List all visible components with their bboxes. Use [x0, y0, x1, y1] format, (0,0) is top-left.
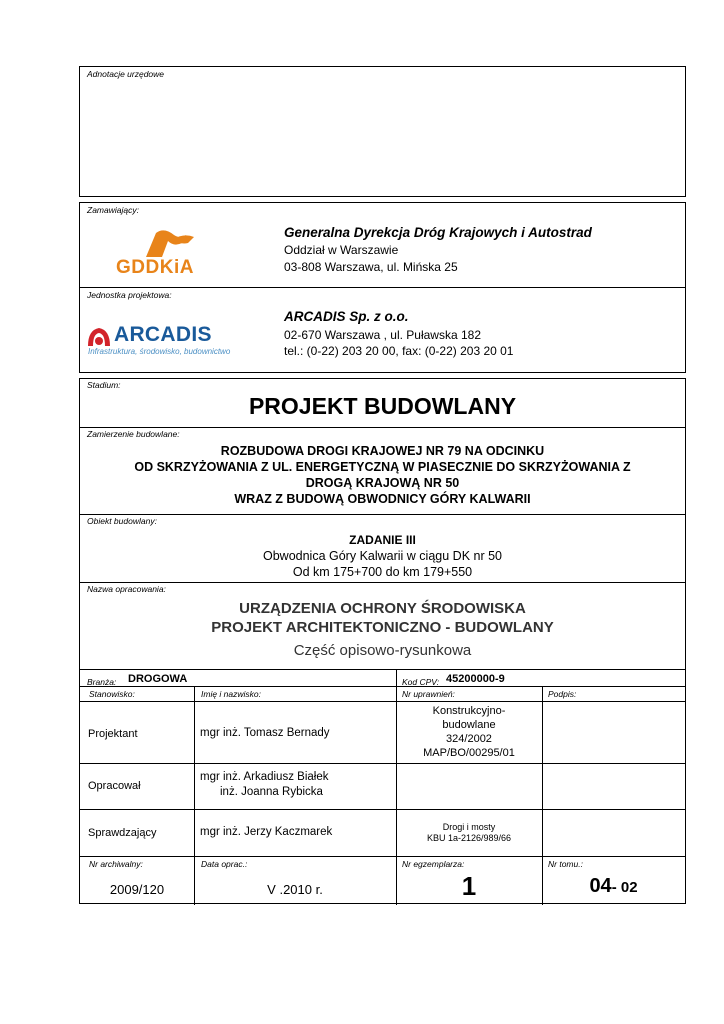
cpv-value: 45200000-9	[446, 673, 505, 685]
object-title: ZADANIE III	[349, 533, 416, 547]
footer-copy-label: Nr egzemplarza:	[402, 859, 465, 869]
row3-license-1: Drogi i mosty	[442, 822, 496, 832]
client-line2: 03-808 Warszawa, ul. Mińska 25	[284, 260, 458, 274]
header-role: Stanowisko:	[89, 689, 135, 699]
object-line2: Od km 175+700 do km 179+550	[292, 565, 473, 579]
row2-name: mgr inż. Arkadiusz Białek	[200, 771, 329, 783]
volume-number	[542, 875, 685, 898]
volume-number-sub: - 02	[611, 879, 638, 896]
col-line-1	[194, 686, 195, 856]
arcadis-logo	[86, 323, 266, 359]
parties-divider	[80, 287, 685, 288]
row1-license-3: 324/2002	[446, 733, 492, 745]
arcadis-logo-text: ARCADIS	[114, 323, 212, 346]
stage-label: Stadium:	[87, 380, 121, 390]
branch-label: Branża:	[87, 677, 117, 687]
intent-line-3: DROGĄ KRAJOWĄ NR 50	[305, 476, 460, 490]
row1-top-line	[80, 701, 685, 702]
object-line1: Obwodnica Góry Kalwarii w ciągu DK nr 50	[263, 549, 502, 563]
gddkia-logo-text: GDDKiA	[116, 257, 194, 278]
client-line1: Oddział w Warszawie	[284, 243, 399, 257]
row1-name: mgr inż. Tomasz Bernady	[200, 727, 330, 739]
header-license: Nr uprawnień:	[402, 689, 455, 699]
row2-top-line	[80, 763, 685, 764]
footer-archive-label: Nr archiwalny:	[89, 859, 143, 869]
row3-license-2: KBU 1a-2126/989/66	[426, 833, 512, 843]
study-label: Nazwa opracowania:	[87, 584, 166, 594]
cpv-label: Kod CPV:	[402, 677, 440, 687]
study-line1: URZĄDZENIA OCHRONY ŚRODOWISKA	[239, 600, 526, 617]
intent-line-2: OD SKRZYŻOWANIA Z UL. ENERGETYCZNĄ W PIASECZNIE DO SKRZYŻOWANIA Z	[134, 460, 631, 474]
annotations-box	[79, 66, 686, 197]
gddkia-bird-icon	[140, 229, 200, 259]
intent-label: Zamierzenie budowlane:	[87, 429, 180, 439]
gddkia-logo	[112, 229, 227, 277]
arcadis-logo-tagline: Infrastruktura, środowisko, budownictwo	[88, 347, 231, 356]
branch-value: DROGOWA	[128, 673, 188, 685]
row2-name2: inż. Joanna Rybicka	[220, 786, 323, 798]
designer-label: Jednostka projektowa:	[87, 290, 172, 300]
intent-line-4: WRAZ Z BUDOWĄ OBWODNICY GÓRY KALWARII	[234, 492, 531, 506]
object-divider	[80, 582, 685, 583]
designer-line1: 02-670 Warszawa , ul. Puławska 182	[284, 328, 481, 342]
col-line-footer	[194, 856, 195, 905]
table-header-line	[80, 686, 685, 687]
row3-name: mgr inż. Jerzy Kaczmarek	[200, 826, 333, 838]
intent-line-1: ROZBUDOWA DROGI KRAJOWEJ NR 79 NA ODCINKU	[220, 444, 545, 458]
footer-top-line	[80, 856, 685, 857]
row3-role: Sprawdzający	[88, 827, 157, 839]
row1-license-2: budowlane	[442, 719, 496, 731]
table-top-line	[80, 669, 685, 670]
designer-line2: tel.: (0-22) 203 20 00, fax: (0-22) 203 20 01	[284, 344, 514, 358]
study-line2: PROJEKT ARCHITEKTONICZNO - BUDOWLANY	[211, 619, 554, 636]
arcadis-mark-icon	[86, 326, 112, 348]
client-label: Zamawiający:	[87, 205, 139, 215]
designer-name: ARCADIS Sp. z o.o.	[284, 309, 409, 324]
intent-divider	[80, 514, 685, 515]
cpv-vline	[396, 669, 397, 686]
annotations-label: Adnotacje urzędowe	[87, 69, 165, 79]
object-label: Obiekt budowlany:	[87, 516, 157, 526]
stage-title: PROJEKT BUDOWLANY	[248, 393, 517, 419]
stage-divider	[80, 427, 685, 428]
footer-volume-label: Nr tomu.:	[548, 859, 583, 869]
archive-number: 2009/120	[109, 882, 165, 897]
footer-date-label: Data oprac.:	[201, 859, 248, 869]
row1-role: Projektant	[88, 728, 138, 740]
row2-role: Opracował	[88, 780, 141, 792]
row3-top-line	[80, 809, 685, 810]
row1-license-1: Konstrukcyjno-	[432, 705, 506, 717]
header-name: Imię i nazwisko:	[201, 689, 261, 699]
prep-date: V .2010 r.	[267, 882, 323, 897]
client-name: Generalna Dyrekcja Dróg Krajowych i Autostrad	[284, 225, 592, 240]
project-box	[79, 378, 686, 904]
row1-license-4: MAP/BO/00295/01	[423, 747, 515, 759]
copy-number: 1	[461, 871, 477, 901]
volume-number-main: 04	[589, 875, 612, 897]
study-line3: Część opisowo-rysunkowa	[293, 642, 472, 659]
parties-box	[79, 202, 686, 373]
col-line-3	[542, 686, 543, 905]
header-signature: Podpis:	[548, 689, 577, 699]
